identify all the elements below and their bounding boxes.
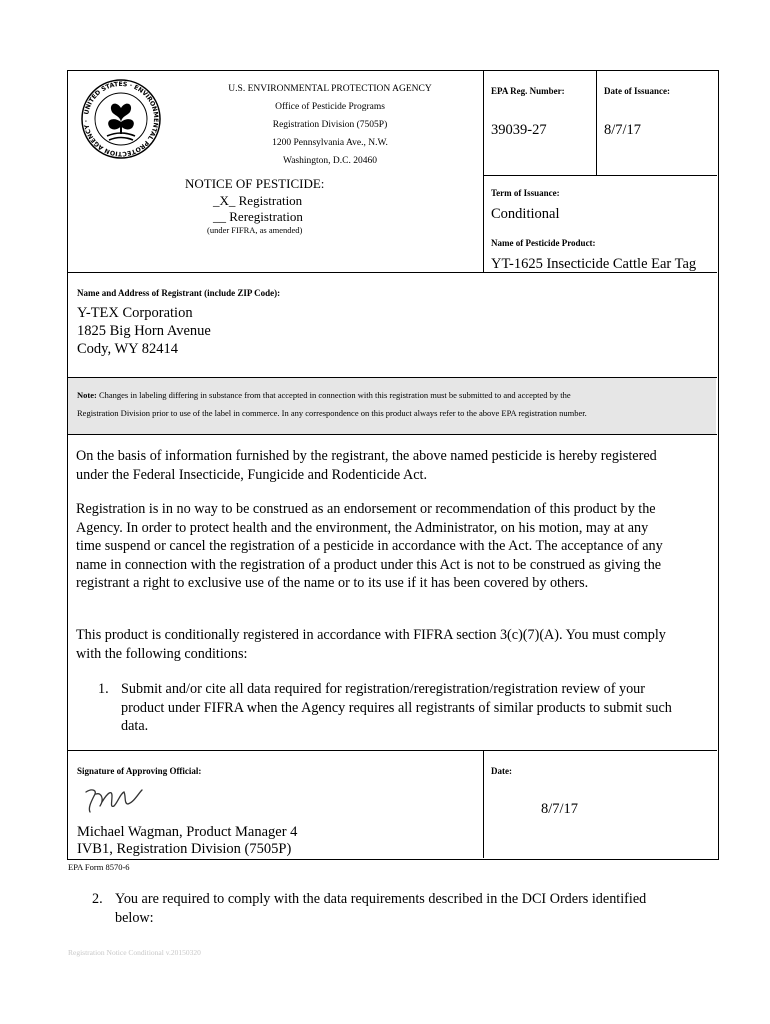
date-signed-value: 8/7/17: [541, 801, 579, 817]
date-issuance-label: Date of Issuance:: [604, 86, 670, 96]
note-label: Note:: [77, 390, 97, 400]
product-value: YT-1625 Insecticide Cattle Ear Tag: [491, 256, 697, 272]
note-text-1: Changes in labeling differing in substance from that accepted in connection with this registration must be submitted to and accepted by the: [98, 390, 571, 400]
divider: [67, 434, 717, 435]
reg-number-value: 39039-27: [491, 122, 547, 138]
divider: [483, 70, 484, 272]
form-number: EPA Form 8570-6: [68, 862, 130, 872]
note-line1: [77, 390, 571, 400]
date-issuance-value: 8/7/17: [604, 122, 642, 138]
term-value: Conditional: [491, 206, 560, 222]
agency-street: 1200 Pennsylvania Ave., N.W.: [272, 138, 388, 148]
note-background: [68, 378, 716, 434]
signature-name: Michael Wagman, Product Manager 4: [77, 824, 298, 840]
agency-city: Washington, D.C. 20460: [283, 156, 377, 166]
divider: [483, 750, 484, 858]
condition-item-1-number: 1.: [98, 681, 109, 697]
condition-item-2: You are required to comply with the data requirements described in the DCI Orders identified below:: [115, 891, 647, 926]
registrant-label: Name and Address of Registrant (include ZIP Code):: [77, 288, 281, 298]
date-label: Date:: [491, 766, 512, 776]
notice-under: (under FIFRA, as amended): [207, 225, 303, 235]
registrant-line3: Cody, WY 82414: [77, 341, 178, 357]
reg-number-label: EPA Reg. Number:: [491, 86, 565, 96]
svg-text:UNITED STATES · ENVIRONMENTAL: UNITED STATES · ENVIRONMENTAL PROTECTION AGENCY ·: [82, 80, 160, 158]
epa-seal-logo: [80, 78, 162, 160]
condition-item-1: Submit and/or cite all data required for registration/reregistration/registration review of your product under FIFRA when the Agency requires all registrants of similar products to submit such data.: [121, 681, 672, 734]
condition-item-2-number: 2.: [92, 891, 103, 907]
footer-version: Registration Notice Conditional v.20150320: [68, 948, 201, 957]
notice-registration: _X_ Registration: [213, 193, 303, 208]
notice-title: NOTICE OF PESTICIDE:: [185, 176, 325, 191]
registrant-line1: Y-TEX Corporation: [77, 305, 193, 321]
product-label: Name of Pesticide Product:: [491, 238, 596, 248]
signature-title: IVB1, Registration Division (7505P): [77, 841, 292, 857]
agency-division: Registration Division (7505P): [272, 120, 388, 130]
agency-office: Office of Pesticide Programs: [275, 102, 385, 112]
paragraph-endorsement: Registration is in no way to be construed as an endorsement or recommendation of this product by the Agency. In order to protect health and the environment, the Administrator, on his motion, may at any time suspend or cancel the registration of a pesticide in accordance with the Act. The acceptance of any name in connection with the registration of a product under this Act is not to be construed as giving the registrant a right to exclusive use of the name or to its use if it has been covered by others.: [76, 501, 663, 591]
note-line2: Registration Division prior to use of the label in commerce. In any correspondence on this product always refer to the above EPA registration number.: [77, 408, 587, 418]
agency-name: U.S. ENVIRONMENTAL PROTECTION AGENCY: [228, 84, 432, 94]
divider: [483, 175, 717, 176]
paragraph-conditional: This product is conditionally registered in accordance with FIFRA section 3(c)(7)(A). You must comply with the following conditions:: [76, 627, 666, 662]
divider: [596, 70, 597, 176]
signature-label: Signature of Approving Official:: [77, 766, 202, 776]
notice-reregistration: __ Reregistration: [213, 209, 303, 224]
paragraph-registered: On the basis of information furnished by the registrant, the above named pesticide is hereby registered under the Federal Insecticide, Fungicide and Rodenticide Act.: [76, 448, 657, 483]
handwritten-signature: [82, 782, 148, 816]
divider: [67, 750, 717, 751]
term-label: Term of Issuance:: [491, 188, 560, 198]
registrant-line2: 1825 Big Horn Avenue: [77, 323, 211, 339]
